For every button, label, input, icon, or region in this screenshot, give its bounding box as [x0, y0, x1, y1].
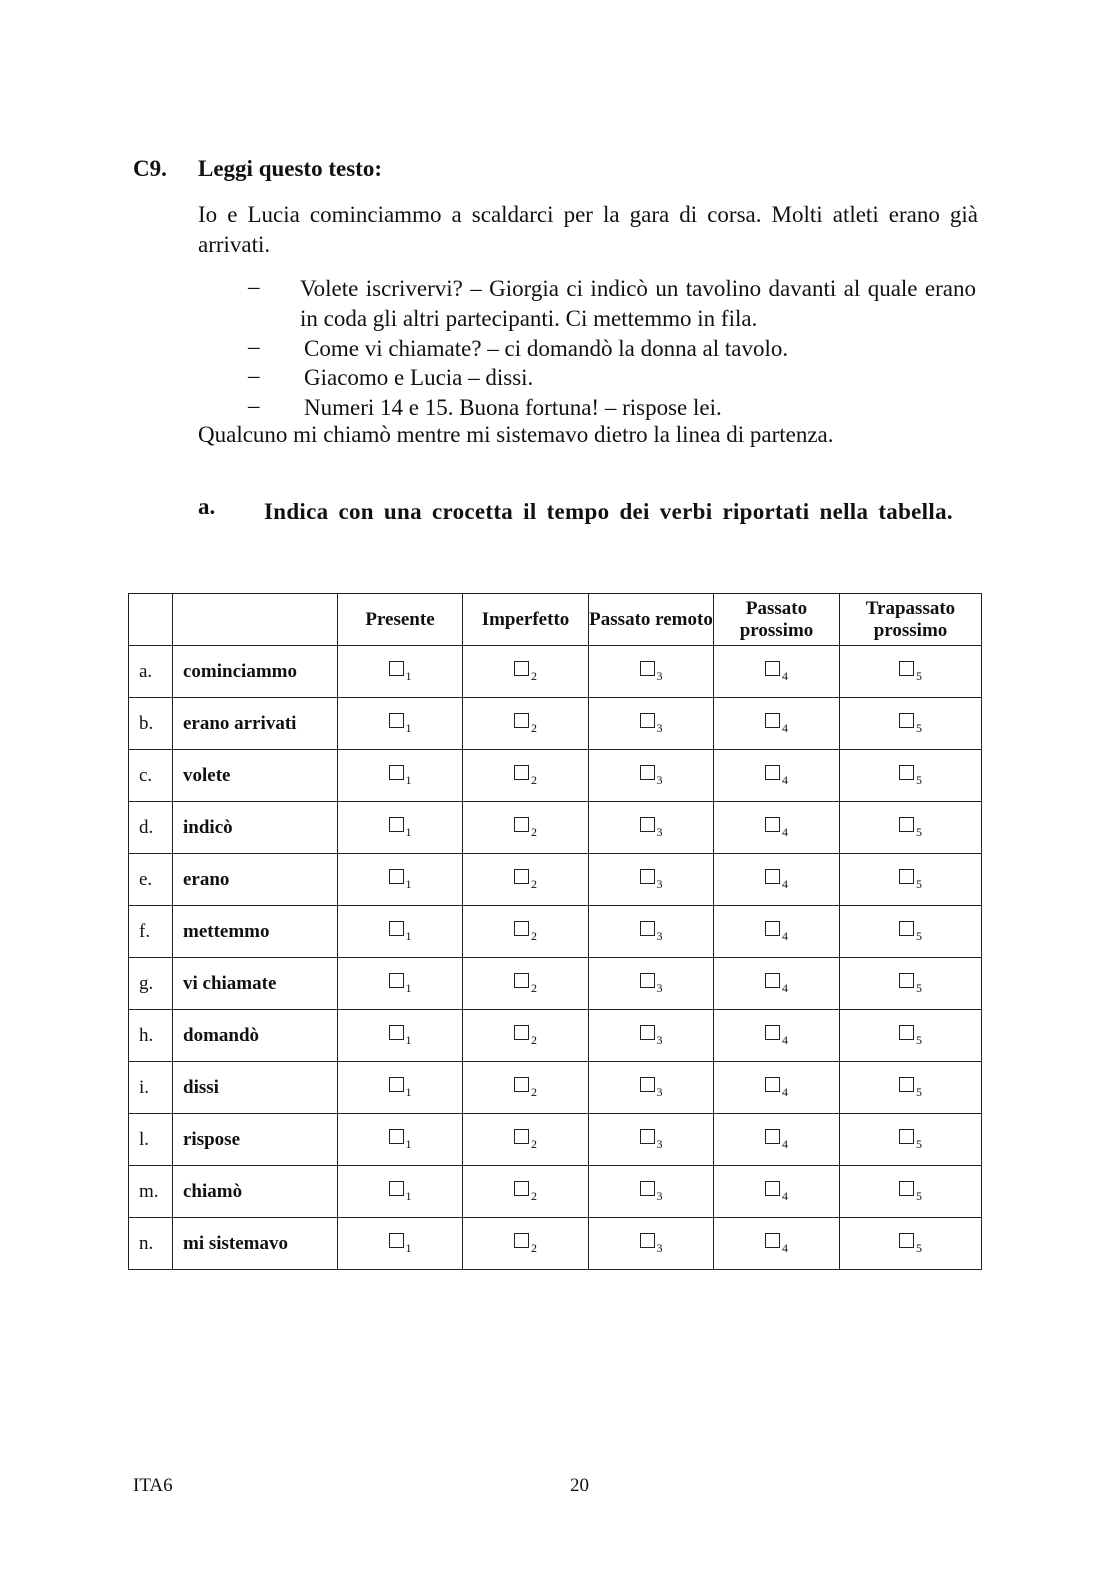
- checkbox-number: 2: [531, 825, 537, 839]
- footer-code: ITA6: [133, 1475, 173, 1496]
- checkbox-number: 1: [405, 1189, 412, 1203]
- verb-tense-table: [128, 593, 982, 1270]
- answer-cell[interactable]: [589, 1166, 714, 1218]
- dialogue-line: Come vi chiamate? – ci domandò la donna al tavolo.: [304, 336, 789, 361]
- checkbox-number: 5: [916, 877, 922, 891]
- answer-cell[interactable]: [589, 854, 714, 906]
- checkbox-number: 5: [916, 825, 922, 839]
- checkbox[interactable]: [389, 1181, 404, 1196]
- dialogue-line: Numeri 14 e 15. Buona fortuna! – rispose lei.: [304, 395, 722, 420]
- checkbox-number: 2: [531, 877, 537, 891]
- checkbox[interactable]: [389, 1025, 404, 1040]
- checkbox-number: 3: [656, 669, 663, 683]
- checkbox[interactable]: [899, 973, 914, 988]
- answer-cell[interactable]: [714, 1114, 840, 1166]
- row-letter: c.: [129, 750, 173, 802]
- answer-cell[interactable]: [840, 1062, 982, 1114]
- checkbox[interactable]: [389, 661, 404, 676]
- checkbox[interactable]: [899, 921, 914, 936]
- answer-cell[interactable]: [463, 698, 589, 750]
- intro-paragraph: Io e Lucia cominciammo a scaldarci per la gara di corsa. Molti atleti erano già arrivati.: [198, 202, 978, 257]
- dialogue-line: Volete iscrivervi? – Giorgia ci indicò un tavolino davanti al quale erano in coda gli altri partecipanti. Ci mettemmo in fila.: [300, 276, 976, 331]
- table-row: [129, 1218, 982, 1270]
- answer-cell[interactable]: [589, 750, 714, 802]
- answer-cell[interactable]: [589, 1114, 714, 1166]
- row-letter: i.: [129, 1062, 173, 1114]
- dialogue-line: Giacomo e Lucia – dissi.: [304, 365, 534, 390]
- checkbox-number: 3: [656, 929, 663, 943]
- answer-cell[interactable]: [338, 750, 463, 802]
- checkbox[interactable]: [389, 765, 404, 780]
- closing-sentence: Qualcuno mi chiamò mentre mi sistemavo dietro la linea di partenza.: [198, 422, 834, 447]
- checkbox[interactable]: [389, 921, 404, 936]
- checkbox-number: 1: [405, 1137, 412, 1151]
- checkbox-number: 5: [916, 1137, 922, 1151]
- dialogue-dash: –: [248, 393, 260, 418]
- answer-cell[interactable]: [589, 802, 714, 854]
- checkbox-number: 4: [782, 1033, 788, 1047]
- row-verb: volete: [173, 750, 338, 802]
- checkbox-number: 5: [916, 669, 922, 683]
- checkbox[interactable]: [899, 869, 914, 884]
- checkbox[interactable]: [640, 713, 655, 728]
- row-verb: mettemmo: [173, 906, 338, 958]
- checkbox[interactable]: [765, 921, 780, 936]
- row-verb: indicò: [173, 802, 338, 854]
- checkbox-number: 1: [405, 981, 412, 995]
- answer-cell[interactable]: [840, 854, 982, 906]
- answer-cell[interactable]: [463, 750, 589, 802]
- answer-cell[interactable]: [714, 1218, 840, 1270]
- answer-cell[interactable]: [714, 802, 840, 854]
- answer-cell[interactable]: [338, 854, 463, 906]
- checkbox[interactable]: [899, 1181, 914, 1196]
- checkbox[interactable]: [899, 817, 914, 832]
- checkbox-number: 1: [405, 877, 412, 891]
- answer-cell[interactable]: [463, 1114, 589, 1166]
- row-verb: chiamò: [173, 1166, 338, 1218]
- table-row: [129, 1114, 982, 1166]
- answer-cell[interactable]: [840, 958, 982, 1010]
- checkbox[interactable]: [899, 765, 914, 780]
- answer-cell[interactable]: [463, 1062, 589, 1114]
- answer-cell[interactable]: [463, 854, 589, 906]
- checkbox-number: 5: [916, 1033, 922, 1047]
- answer-cell[interactable]: [463, 906, 589, 958]
- checkbox-number: 4: [782, 877, 788, 891]
- row-letter: n.: [129, 1218, 173, 1270]
- header-passato-prossimo: Passato prossimo: [714, 594, 840, 646]
- checkbox[interactable]: [765, 817, 780, 832]
- row-verb: cominciammo: [173, 646, 338, 698]
- checkbox-number: 2: [531, 1033, 537, 1047]
- checkbox-number: 2: [531, 981, 537, 995]
- checkbox-number: 5: [916, 773, 922, 787]
- checkbox[interactable]: [389, 817, 404, 832]
- checkbox[interactable]: [765, 1077, 780, 1092]
- checkbox[interactable]: [765, 1233, 780, 1248]
- checkbox-number: 2: [531, 669, 537, 683]
- checkbox[interactable]: [389, 869, 404, 884]
- checkbox[interactable]: [899, 713, 914, 728]
- checkbox-number: 4: [782, 1241, 788, 1255]
- answer-cell[interactable]: [338, 698, 463, 750]
- checkbox[interactable]: [899, 1077, 914, 1092]
- checkbox-number: 3: [656, 721, 663, 735]
- checkbox[interactable]: [899, 1233, 914, 1248]
- checkbox-number: 1: [405, 1241, 412, 1255]
- header-passato-remoto: Passato remoto: [589, 594, 714, 646]
- checkbox-number: 2: [531, 1085, 537, 1099]
- table-row: [129, 854, 982, 906]
- checkbox[interactable]: [765, 1181, 780, 1196]
- checkbox-number: 5: [916, 1189, 922, 1203]
- answer-cell[interactable]: [840, 906, 982, 958]
- question-title: Leggi questo testo:: [198, 156, 382, 181]
- checkbox-number: 4: [782, 669, 788, 683]
- answer-cell[interactable]: [714, 854, 840, 906]
- checkbox-number: 3: [656, 1137, 663, 1151]
- checkbox[interactable]: [765, 765, 780, 780]
- answer-cell[interactable]: [840, 750, 982, 802]
- checkbox[interactable]: [514, 1129, 529, 1144]
- checkbox-number: 2: [531, 1241, 537, 1255]
- answer-cell[interactable]: [463, 1218, 589, 1270]
- answer-cell[interactable]: [840, 802, 982, 854]
- checkbox-number: 5: [916, 1085, 922, 1099]
- checkbox[interactable]: [640, 1233, 655, 1248]
- checkbox[interactable]: [514, 1077, 529, 1092]
- answer-cell[interactable]: [589, 698, 714, 750]
- page-number: 20: [570, 1475, 589, 1496]
- answer-cell[interactable]: [338, 958, 463, 1010]
- answer-cell[interactable]: [589, 1010, 714, 1062]
- answer-cell[interactable]: [840, 698, 982, 750]
- checkbox[interactable]: [389, 973, 404, 988]
- checkbox[interactable]: [389, 1233, 404, 1248]
- row-verb: mi sistemavo: [173, 1218, 338, 1270]
- checkbox-number: 5: [916, 721, 922, 735]
- checkbox-number: 2: [531, 773, 537, 787]
- checkbox[interactable]: [514, 765, 529, 780]
- checkbox-number: 5: [916, 981, 922, 995]
- row-verb: rispose: [173, 1114, 338, 1166]
- answer-cell[interactable]: [463, 802, 589, 854]
- checkbox[interactable]: [640, 1025, 655, 1040]
- dialogue-dash: –: [248, 334, 260, 359]
- row-letter: g.: [129, 958, 173, 1010]
- answer-cell[interactable]: [338, 1114, 463, 1166]
- answer-cell[interactable]: [714, 750, 840, 802]
- answer-cell[interactable]: [338, 802, 463, 854]
- checkbox[interactable]: [389, 713, 404, 728]
- checkbox-number: 4: [782, 929, 788, 943]
- checkbox[interactable]: [899, 1129, 914, 1144]
- checkbox-number: 3: [656, 1189, 663, 1203]
- checkbox[interactable]: [640, 765, 655, 780]
- checkbox-number: 4: [782, 721, 788, 735]
- answer-cell[interactable]: [589, 646, 714, 698]
- table-row: [129, 802, 982, 854]
- answer-cell[interactable]: [463, 1010, 589, 1062]
- table-header-row: [129, 594, 982, 646]
- answer-cell[interactable]: [338, 906, 463, 958]
- answer-cell[interactable]: [338, 1166, 463, 1218]
- answer-cell[interactable]: [714, 958, 840, 1010]
- checkbox[interactable]: [640, 973, 655, 988]
- answer-cell[interactable]: [714, 646, 840, 698]
- subquestion-label: a.: [198, 494, 216, 519]
- checkbox-number: 1: [405, 1033, 412, 1047]
- row-letter: a.: [129, 646, 173, 698]
- checkbox[interactable]: [514, 1025, 529, 1040]
- checkbox-number: 5: [916, 929, 922, 943]
- row-letter: l.: [129, 1114, 173, 1166]
- answer-cell[interactable]: [589, 958, 714, 1010]
- checkbox[interactable]: [640, 661, 655, 676]
- table-row: [129, 1166, 982, 1218]
- table-row: [129, 906, 982, 958]
- answer-cell[interactable]: [338, 1010, 463, 1062]
- checkbox-number: 4: [782, 773, 788, 787]
- checkbox[interactable]: [514, 921, 529, 936]
- checkbox[interactable]: [389, 1129, 404, 1144]
- checkbox-number: 2: [531, 1137, 537, 1151]
- checkbox[interactable]: [765, 973, 780, 988]
- checkbox-number: 1: [405, 1085, 412, 1099]
- checkbox[interactable]: [899, 1025, 914, 1040]
- checkbox[interactable]: [514, 661, 529, 676]
- checkbox-number: 1: [405, 929, 412, 943]
- checkbox-number: 2: [531, 929, 537, 943]
- checkbox-number: 1: [405, 721, 412, 735]
- checkbox[interactable]: [640, 1129, 655, 1144]
- checkbox-number: 3: [656, 825, 663, 839]
- row-letter: b.: [129, 698, 173, 750]
- checkbox[interactable]: [640, 1181, 655, 1196]
- answer-cell[interactable]: [840, 1114, 982, 1166]
- checkbox-number: 5: [916, 1241, 922, 1255]
- checkbox-number: 3: [656, 1085, 663, 1099]
- checkbox[interactable]: [514, 973, 529, 988]
- checkbox[interactable]: [899, 661, 914, 676]
- answer-cell[interactable]: [463, 958, 589, 1010]
- checkbox[interactable]: [514, 1181, 529, 1196]
- checkbox[interactable]: [514, 817, 529, 832]
- answer-cell[interactable]: [840, 1218, 982, 1270]
- checkbox[interactable]: [514, 713, 529, 728]
- answer-cell[interactable]: [589, 906, 714, 958]
- checkbox-number: 3: [656, 981, 663, 995]
- checkbox[interactable]: [765, 1025, 780, 1040]
- checkbox[interactable]: [765, 1129, 780, 1144]
- answer-cell[interactable]: [463, 646, 589, 698]
- checkbox-number: 4: [782, 1137, 788, 1151]
- answer-cell[interactable]: [840, 646, 982, 698]
- answer-cell[interactable]: [589, 1062, 714, 1114]
- table-row: [129, 1062, 982, 1114]
- answer-cell[interactable]: [714, 906, 840, 958]
- checkbox-number: 2: [531, 1189, 537, 1203]
- checkbox-number: 3: [656, 1241, 663, 1255]
- checkbox-number: 4: [782, 981, 788, 995]
- checkbox[interactable]: [514, 869, 529, 884]
- table-row: [129, 750, 982, 802]
- row-letter: f.: [129, 906, 173, 958]
- checkbox-number: 4: [782, 825, 788, 839]
- dialogue-dash: –: [248, 363, 260, 388]
- subquestion-instruction: Indica con una crocetta il tempo dei verbi riportati nella tabella.: [264, 499, 953, 524]
- answer-cell[interactable]: [714, 698, 840, 750]
- answer-cell[interactable]: [840, 1166, 982, 1218]
- checkbox-number: 3: [656, 1033, 663, 1047]
- checkbox-number: 1: [405, 669, 412, 683]
- row-verb: vi chiamate: [173, 958, 338, 1010]
- checkbox[interactable]: [765, 661, 780, 676]
- question-number: C9.: [133, 156, 167, 181]
- answer-cell[interactable]: [840, 1010, 982, 1062]
- checkbox-number: 2: [531, 721, 537, 735]
- checkbox-number: 4: [782, 1189, 788, 1203]
- checkbox-number: 4: [782, 1085, 788, 1099]
- table-row: [129, 958, 982, 1010]
- checkbox[interactable]: [640, 1077, 655, 1092]
- checkbox[interactable]: [765, 869, 780, 884]
- dialogue-dash: –: [248, 274, 260, 299]
- checkbox-number: 3: [656, 877, 663, 891]
- checkbox[interactable]: [514, 1233, 529, 1248]
- table-row: [129, 698, 982, 750]
- checkbox-number: 3: [656, 773, 663, 787]
- row-letter: e.: [129, 854, 173, 906]
- header-presente: Presente: [338, 594, 463, 646]
- answer-cell[interactable]: [714, 1166, 840, 1218]
- row-verb: dissi: [173, 1062, 338, 1114]
- header-trapassato-prossimo: Trapassato prossimo: [840, 594, 982, 646]
- checkbox-number: 1: [405, 773, 412, 787]
- header-empty-letter: [129, 594, 173, 646]
- checkbox-number: 1: [405, 825, 412, 839]
- answer-cell[interactable]: [714, 1010, 840, 1062]
- answer-cell[interactable]: [338, 646, 463, 698]
- row-letter: h.: [129, 1010, 173, 1062]
- row-verb: erano arrivati: [173, 698, 338, 750]
- checkbox[interactable]: [765, 713, 780, 728]
- checkbox[interactable]: [640, 921, 655, 936]
- table-row: [129, 1010, 982, 1062]
- answer-cell[interactable]: [589, 1218, 714, 1270]
- header-imperfetto: Imperfetto: [463, 594, 589, 646]
- table-row: [129, 646, 982, 698]
- row-verb: erano: [173, 854, 338, 906]
- checkbox[interactable]: [389, 1077, 404, 1092]
- checkbox[interactable]: [640, 869, 655, 884]
- header-empty-verb: [173, 594, 338, 646]
- answer-cell[interactable]: [714, 1062, 840, 1114]
- row-letter: m.: [129, 1166, 173, 1218]
- answer-cell[interactable]: [338, 1218, 463, 1270]
- answer-cell[interactable]: [338, 1062, 463, 1114]
- row-verb: domandò: [173, 1010, 338, 1062]
- row-letter: d.: [129, 802, 173, 854]
- answer-cell[interactable]: [463, 1166, 589, 1218]
- checkbox[interactable]: [640, 817, 655, 832]
